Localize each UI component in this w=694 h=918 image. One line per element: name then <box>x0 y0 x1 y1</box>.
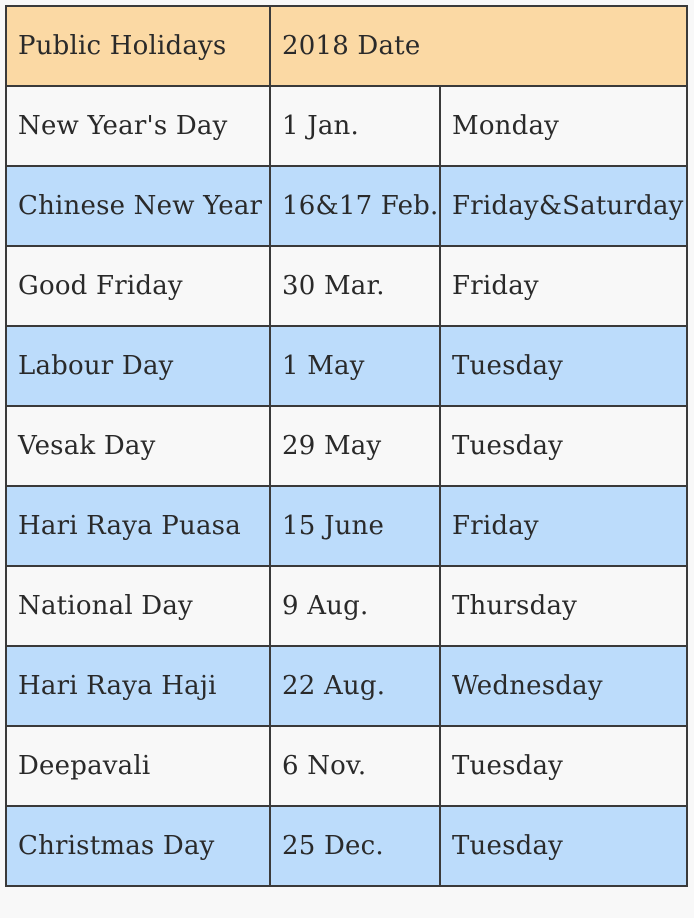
table-row <box>6 406 687 486</box>
holiday-name: Deepavali <box>6 726 270 806</box>
holiday-weekday: Friday <box>440 246 687 326</box>
table-row <box>6 86 687 166</box>
table-header-row <box>6 6 687 86</box>
holiday-weekday: Friday <box>440 486 687 566</box>
holiday-date: 29 May <box>270 406 440 486</box>
table-row <box>6 486 687 566</box>
table-row <box>6 166 687 246</box>
holiday-name: Vesak Day <box>6 406 270 486</box>
holiday-date: 1 May <box>270 326 440 406</box>
holiday-name: Labour Day <box>6 326 270 406</box>
holiday-date: 1 Jan. <box>270 86 440 166</box>
holiday-weekday: Friday&Saturday <box>440 166 687 246</box>
header-public-holidays: Public Holidays <box>6 6 270 86</box>
holiday-name: Good Friday <box>6 246 270 326</box>
holiday-name: Hari Raya Haji <box>6 646 270 726</box>
holiday-name: National Day <box>6 566 270 646</box>
holiday-weekday: Thursday <box>440 566 687 646</box>
holiday-name: Christmas Day <box>6 806 270 886</box>
table-row <box>6 326 687 406</box>
holiday-weekday: Monday <box>440 86 687 166</box>
holiday-date: 9 Aug. <box>270 566 440 646</box>
header-2018-date: 2018 Date <box>270 6 687 86</box>
holiday-date: 25 Dec. <box>270 806 440 886</box>
table-row <box>6 246 687 326</box>
public-holidays-table <box>5 5 688 887</box>
holiday-weekday: Wednesday <box>440 646 687 726</box>
holiday-weekday: Tuesday <box>440 806 687 886</box>
holiday-date: 16&17 Feb. <box>270 166 440 246</box>
holiday-date: 6 Nov. <box>270 726 440 806</box>
table-row <box>6 646 687 726</box>
holiday-name: Hari Raya Puasa <box>6 486 270 566</box>
holiday-name: New Year's Day <box>6 86 270 166</box>
holiday-weekday: Tuesday <box>440 726 687 806</box>
holiday-name: Chinese New Year <box>6 166 270 246</box>
holiday-weekday: Tuesday <box>440 326 687 406</box>
table-row <box>6 806 687 886</box>
table-row <box>6 726 687 806</box>
holiday-date: 22 Aug. <box>270 646 440 726</box>
table-row <box>6 566 687 646</box>
holiday-date: 15 June <box>270 486 440 566</box>
holiday-weekday: Tuesday <box>440 406 687 486</box>
holiday-date: 30 Mar. <box>270 246 440 326</box>
